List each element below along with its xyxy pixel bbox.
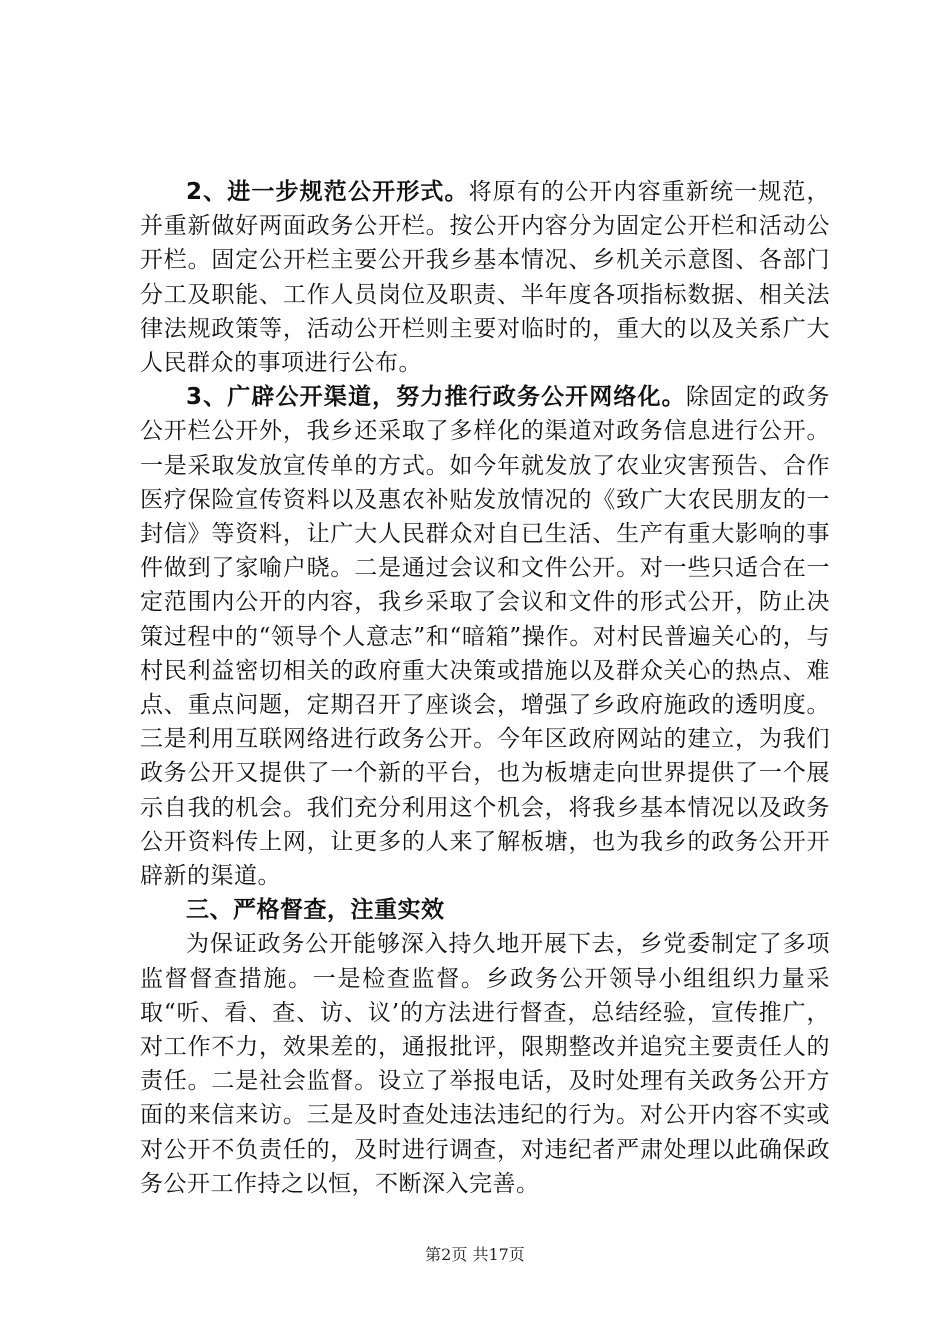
section-heading: 三、严格督查，注重实效 xyxy=(186,897,445,924)
paragraph-lead: 3、广辟公开渠道，努力推行政务公开网络化。 xyxy=(186,384,686,411)
paragraph-lead: 2、进一步规范公开形式。 xyxy=(186,179,469,205)
document-body xyxy=(140,175,830,1201)
paragraph-standardize-format xyxy=(140,175,830,380)
paragraph-supervision: 为保证政务公开能够深入持久地开展下去，乡党委制定了多项监督督查措施。一是检查监督。乡政务公开领导小组组织力量采取“听、看、查、访、议’的方法进行督查，总结经验，宣传推广，对工作不力，效果差的，通报批评，限期整改并追究主要责任人的责任。二是社会监督。设立了举报电话，及时处理有关政务公开方面的来信来访。三是及时查处违法违纪的行为。对公开内容不实或对公开不负责任的，及时进行调查，对违纪者严肃处理以此确保政务公开工作持之以恒，不断深入完善。 xyxy=(140,931,830,1197)
paragraph-text: 将原有的公开内容重新统一规范，并重新做好两面政务公开栏。按公开内容分为固定公开栏和活动公开栏。固定公开栏主要公开我乡基本情况、乡机关示意图、各部门分工及职能、工作人员岗位及职责、半年度各项指标数据、相关法律法规政策等，活动公开栏则主要对临时的，重大的以及关系广大人民群众的事项进行公布。 xyxy=(140,179,831,377)
paragraph-text: 除固定的政务公开栏公开外，我乡还采取了多样化的渠道对政务信息进行公开。一是采取发放宣传单的方式。如今年就发放了农业灾害预告、合作医疗保险宣传资料以及惠农补贴发放情况的《致广大农民朋友的一封信》等资料，让广大人民群众对自已生活、生产有重大影响的事件做到了家喻户晓。二是通过会议和文件公开。对一些只适合在一定范围内公开的内容，我乡采取了会议和文件的形式公开，防止决策过程中的“领导个人意志”和“暗箱”操作。对村民普遍关心的，与村民利益密切相关的政府重大决策或措施以及群众关心的热点、难点、重点问题，定期召开了座谈会，增强了乡政府施政的透明度。三是利用互联网络进行政务公开。今年区政府网站的建立，为我们政务公开又提供了一个新的平台，也为板塘走向世界提供了一个展示自我的机会。我们充分利用这个机会，将我乡基本情况以及政务公开资料传上网，让更多的人来了解板塘，也为我乡的政务公开开辟新的渠道。 xyxy=(140,384,830,890)
page-number-footer: 第2页 共17页 xyxy=(425,1245,525,1264)
paragraph-broaden-channels xyxy=(140,380,830,893)
